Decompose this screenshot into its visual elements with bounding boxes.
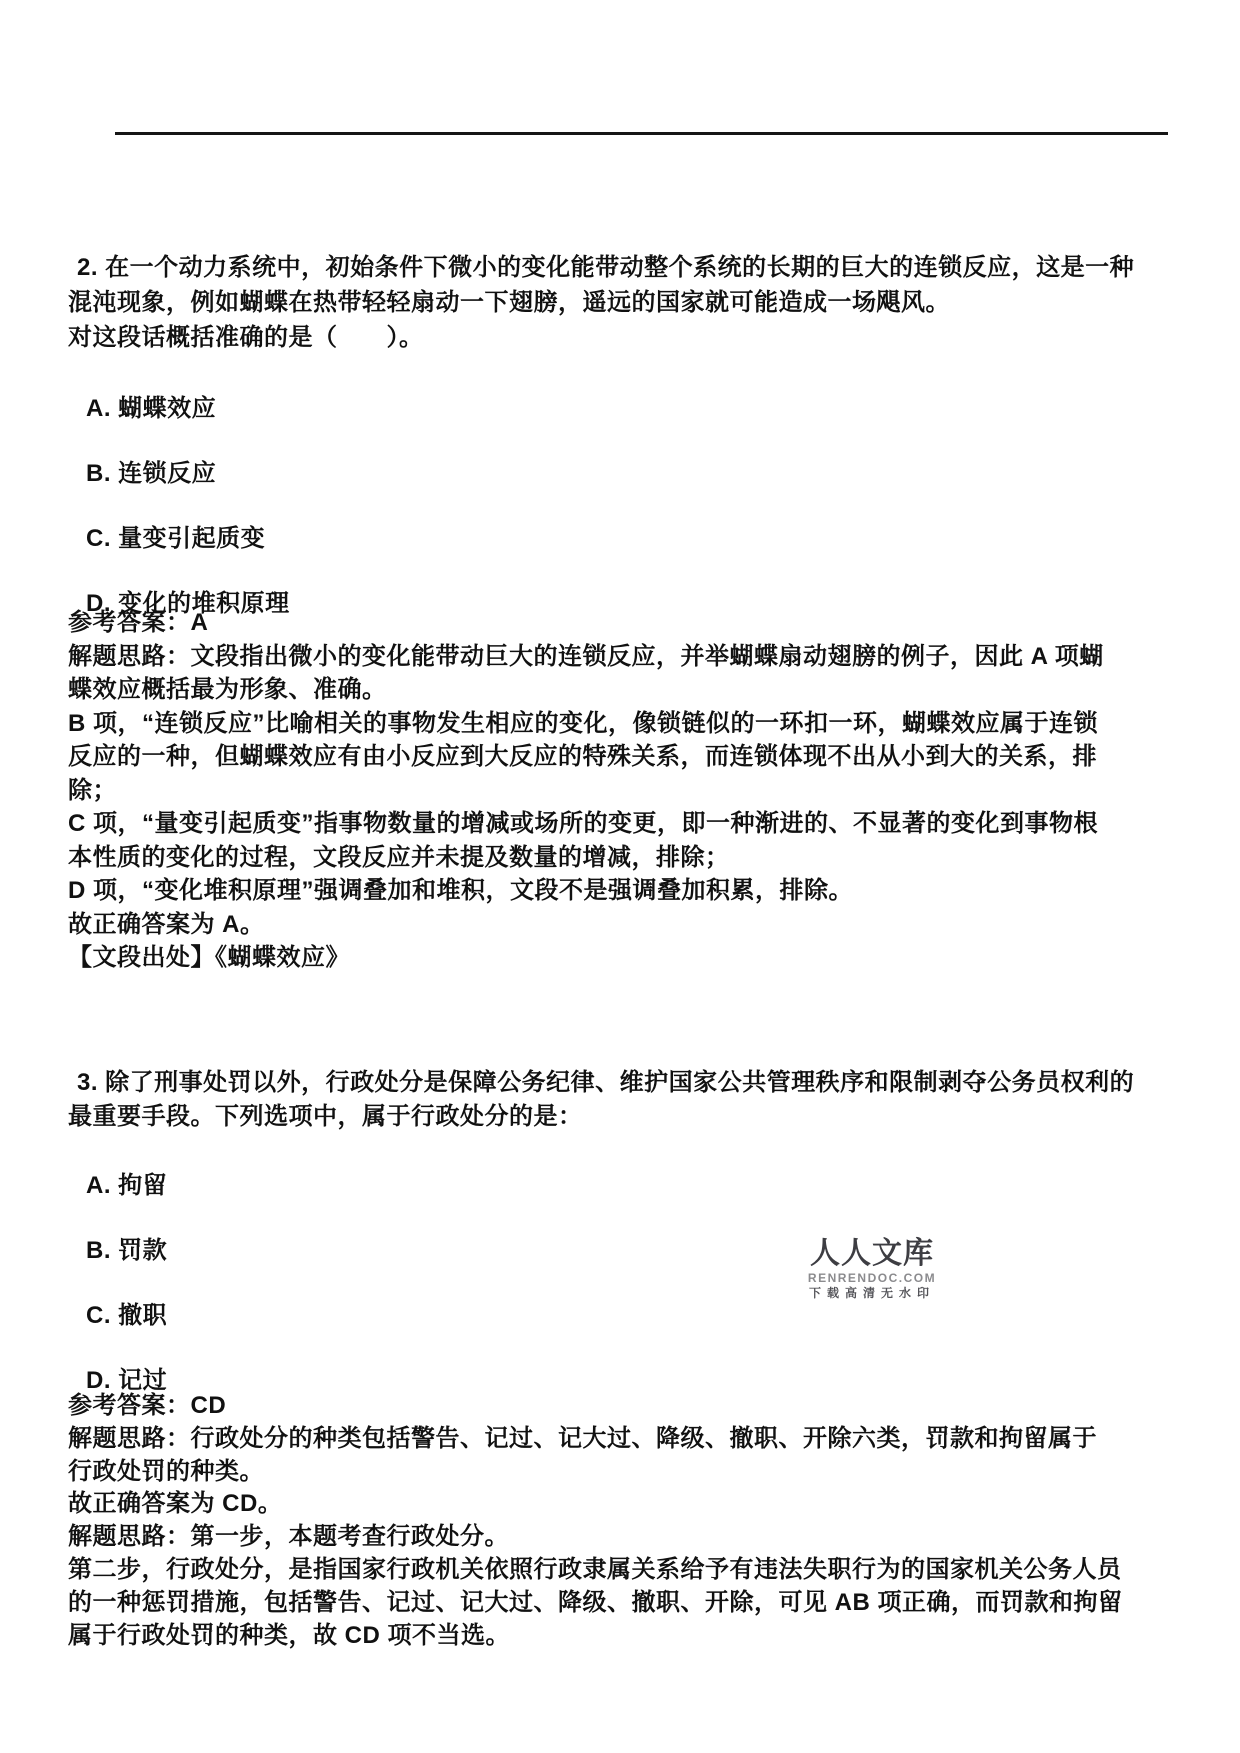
analysis-line: 本性质的变化的过程，文段反应并未提及数量的增减，排除；: [68, 843, 730, 871]
question-3-answer-block: [68, 1390, 1123, 1652]
question-2-option-b: B. 连锁反应: [86, 460, 217, 487]
analysis-line: 蝶效应概括最为形象、准确。: [68, 676, 387, 703]
analysis-line: 故正确答案为 CD。: [68, 1490, 283, 1518]
question-stem-line: 对这段话概括准确的是（ ）。: [68, 324, 424, 351]
analysis-line: 解题思路：文段指出微小的变化能带动巨大的连锁反应，并举蝴蝶扇动翅膀的例子，因此 A 项蝴: [68, 642, 1104, 670]
analysis-line: 解题思路：第一步，本题考查行政处分。: [68, 1523, 509, 1551]
question-stem-line: 3. 除了刑事处罚以外，行政处分是保障公务纪律、维护国家公共管理秩序和限制剥夺公务员权利的: [77, 1069, 1135, 1096]
question-3-option-b: B. 罚款: [86, 1237, 168, 1264]
question-stem-line: 混沌现象，例如蝴蝶在热带轻轻扇动一下翅膀，遥远的国家就可能造成一场飓风。: [68, 289, 950, 316]
question-2-option-d: D. 变化的堆积原理: [86, 590, 290, 617]
question-3-option-d: D. 记过: [86, 1367, 168, 1394]
question-3-stem: [68, 1066, 1134, 1134]
analysis-line: 第二步，行政处分，是指国家行政机关依照行政隶属关系给予有违法失职行为的国家机关公务人员: [68, 1555, 1122, 1583]
analysis-line: 的一种惩罚措施，包括警告、记过、记大过、降级、撤职、开除，可见 AB 项正确，而罚款和拘留: [68, 1588, 1123, 1616]
question-2-option-a: A. 蝴蝶效应: [86, 395, 217, 422]
analysis-line: B 项，“连锁反应”比喻相关的事物发生相应的变化，像锁链似的一环扣一环，蝴蝶效应属于连锁: [68, 709, 1098, 737]
reference-answer: 参考答案：CD: [68, 1392, 227, 1419]
header-divider: [115, 132, 1168, 135]
watermark: [806, 1238, 938, 1300]
watermark-domain: RENRENDOC.COM: [807, 1271, 937, 1285]
analysis-line: 行政处罚的种类。: [68, 1457, 264, 1485]
analysis-line: 【文段出处】《蝴蝶效应》: [68, 944, 350, 971]
question-3-option-a: A. 拘留: [86, 1172, 168, 1199]
analysis-line: 反应的一种，但蝴蝶效应有由小反应到大反应的特殊关系，而连锁体现不出从小到大的关系，排: [68, 743, 1097, 770]
question-3-option-c: C. 撤职: [86, 1302, 168, 1329]
analysis-line: 故正确答案为 A。: [68, 910, 265, 938]
analysis-line: 除；: [68, 776, 117, 804]
question-stem-line: 2. 在一个动力系统中，初始条件下微小的变化能带动整个系统的长期的巨大的连锁反应，这是一种: [77, 254, 1135, 281]
question-2-option-c: C. 量变引起质变: [86, 525, 266, 552]
analysis-line: C 项，“量变引起质变”指事物数量的增减或场所的变更，即一种渐进的、不显著的变化到事物根: [68, 810, 1098, 837]
question-2-answer-block: [68, 606, 1104, 975]
analysis-line: 解题思路：行政处分的种类包括警告、记过、记大过、降级、撤职、开除六类，罚款和拘留属于: [68, 1424, 1097, 1452]
question-stem-line: 最重要手段。下列选项中，属于行政处分的是：: [68, 1103, 583, 1130]
analysis-line: D 项，“变化堆积原理”强调叠加和堆积，文段不是强调叠加积累，排除。: [68, 877, 853, 904]
watermark-logo-text: 人人文库: [810, 1236, 934, 1271]
question-2-stem: [68, 250, 1134, 355]
reference-answer: 参考答案：A: [68, 609, 209, 636]
analysis-line: 属于行政处罚的种类，故 CD 项不当选。: [68, 1621, 510, 1649]
watermark-tagline: 下载高清无水印: [808, 1286, 935, 1300]
